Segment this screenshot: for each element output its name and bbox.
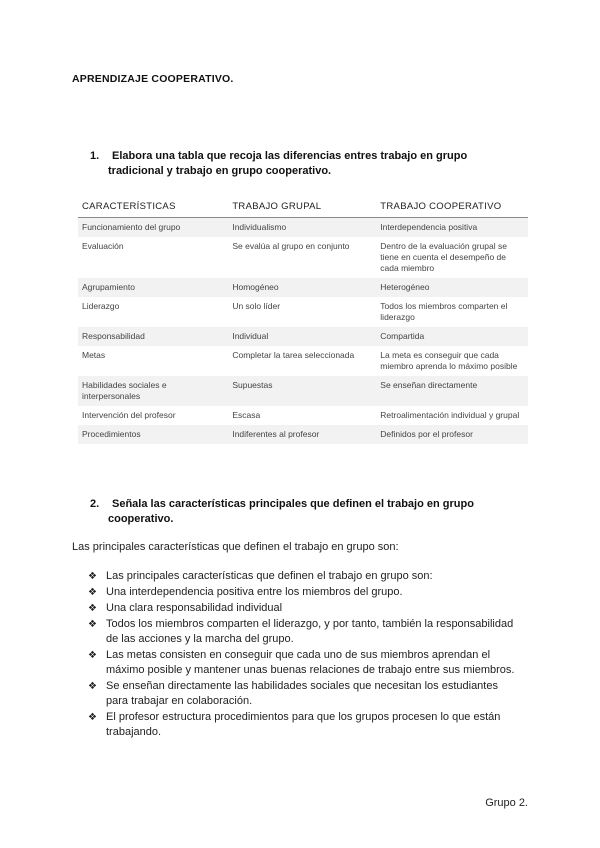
table-cell: Compartida bbox=[376, 327, 528, 346]
question-1-number: 1. bbox=[90, 150, 100, 162]
header-trabajo-cooperativo: TRABAJO COOPERATIVO bbox=[376, 196, 528, 218]
diamond-bullet-icon: ❖ bbox=[88, 619, 97, 630]
diamond-bullet-icon: ❖ bbox=[88, 712, 97, 723]
question-2 bbox=[90, 497, 510, 527]
diamond-bullet-icon: ❖ bbox=[88, 571, 97, 582]
table-cell: Responsabilidad bbox=[78, 327, 228, 346]
list-item bbox=[88, 585, 518, 600]
table-cell: Se enseñan directamente bbox=[376, 376, 528, 406]
question-2-number: 2. bbox=[90, 498, 100, 510]
table-cell: Retroalimentación individual y grupal bbox=[380, 410, 520, 420]
table-row bbox=[78, 327, 528, 346]
table-cell: Intervención del profesor bbox=[82, 410, 176, 420]
table-cell: Homogéneo bbox=[228, 278, 376, 297]
table-cell: Dentro de la evaluación grupal se tiene en cuenta el desempeño de cada miembro bbox=[380, 241, 507, 273]
list-item bbox=[88, 601, 518, 616]
question-1-line1: Elabora una tabla que recoja las diferencias entres trabajo en grupo bbox=[112, 150, 468, 162]
table-cell: Funcionamiento del grupo bbox=[78, 218, 228, 238]
list-item bbox=[88, 617, 518, 647]
list-item-text: Las metas consisten en conseguir que cada uno de sus miembros aprendan el máximo posible y mantener unas buenas relaciones de trabajo entre sus miembros. bbox=[106, 649, 515, 676]
table-row bbox=[78, 425, 528, 444]
table-row bbox=[78, 406, 528, 425]
footer-group-label: Grupo 2. bbox=[485, 797, 528, 809]
table-cell: Evaluación bbox=[82, 241, 124, 251]
table-cell: Un solo líder bbox=[232, 301, 281, 311]
question-2-line2: cooperativo. bbox=[108, 513, 174, 525]
table-row bbox=[78, 376, 528, 406]
list-item bbox=[88, 569, 518, 584]
header-trabajo-grupal: TRABAJO GRUPAL bbox=[228, 196, 376, 218]
diamond-bullet-icon: ❖ bbox=[88, 650, 97, 661]
table-row bbox=[78, 237, 528, 278]
list-item bbox=[88, 679, 518, 709]
table-cell: Habilidades sociales e interpersonales bbox=[78, 376, 228, 406]
header-caracteristicas: CARACTERÍSTICAS bbox=[78, 196, 228, 218]
table-cell: Definidos por el profesor bbox=[376, 425, 528, 444]
diamond-bullet-icon: ❖ bbox=[88, 603, 97, 614]
intro-paragraph: Las principales características que definen el trabajo en grupo son: bbox=[72, 541, 399, 553]
table-cell: Todos los miembros comparten el liderazgo bbox=[380, 301, 508, 322]
list-item-text: Una interdependencia positiva entre los miembros del grupo. bbox=[106, 586, 403, 598]
table-row bbox=[78, 346, 528, 376]
comparison-table bbox=[78, 196, 528, 444]
table-cell: Escasa bbox=[232, 410, 261, 420]
question-1-line2: tradicional y trabajo en grupo cooperativo. bbox=[108, 165, 332, 177]
page-title: APRENDIZAJE COOPERATIVO. bbox=[72, 73, 234, 85]
list-item-text: Todos los miembros comparten el liderazgo, y por tanto, también la responsabilidad de las acciones y la marcha del grupo. bbox=[106, 618, 514, 645]
table-cell: La meta es conseguir que cada miembro aprenda lo máximo posible bbox=[380, 350, 518, 371]
table-cell: Heterogéneo bbox=[376, 278, 528, 297]
table-cell: Procedimientos bbox=[78, 425, 228, 444]
list-item-text: Una clara responsabilidad individual bbox=[106, 602, 283, 614]
table-cell: Liderazgo bbox=[82, 301, 120, 311]
table-cell: Se evalúa al grupo en conjunto bbox=[232, 241, 350, 251]
diamond-bullet-icon: ❖ bbox=[88, 681, 97, 692]
table-cell: Supuestas bbox=[228, 376, 376, 406]
list-item bbox=[88, 710, 518, 740]
question-1 bbox=[90, 149, 510, 179]
list-item-text: Las principales características que definen el trabajo en grupo son: bbox=[106, 570, 433, 582]
question-2-line1: Señala las características principales que definen el trabajo en grupo bbox=[112, 498, 474, 510]
table-cell: Individualismo bbox=[228, 218, 376, 238]
table-header-row bbox=[78, 196, 528, 218]
table-row bbox=[78, 278, 528, 297]
table-cell: Indiferentes al profesor bbox=[228, 425, 376, 444]
list-item-text: El profesor estructura procedimientos para que los grupos procesen lo que están trabajando. bbox=[106, 711, 501, 738]
table-cell: Metas bbox=[82, 350, 106, 360]
bullet-list bbox=[88, 569, 518, 741]
table-cell: Agrupamiento bbox=[78, 278, 228, 297]
list-item-text: Se enseñan directamente las habilidades sociales que necesitan los estudiantes para trabajar en colaboración. bbox=[106, 680, 498, 707]
table-cell: Completar la tarea seleccionada bbox=[232, 350, 355, 360]
diamond-bullet-icon: ❖ bbox=[88, 587, 97, 598]
table-row bbox=[78, 218, 528, 238]
table-cell: Interdependencia positiva bbox=[376, 218, 528, 238]
table-cell: Individual bbox=[228, 327, 376, 346]
table-row bbox=[78, 297, 528, 327]
list-item bbox=[88, 648, 518, 678]
